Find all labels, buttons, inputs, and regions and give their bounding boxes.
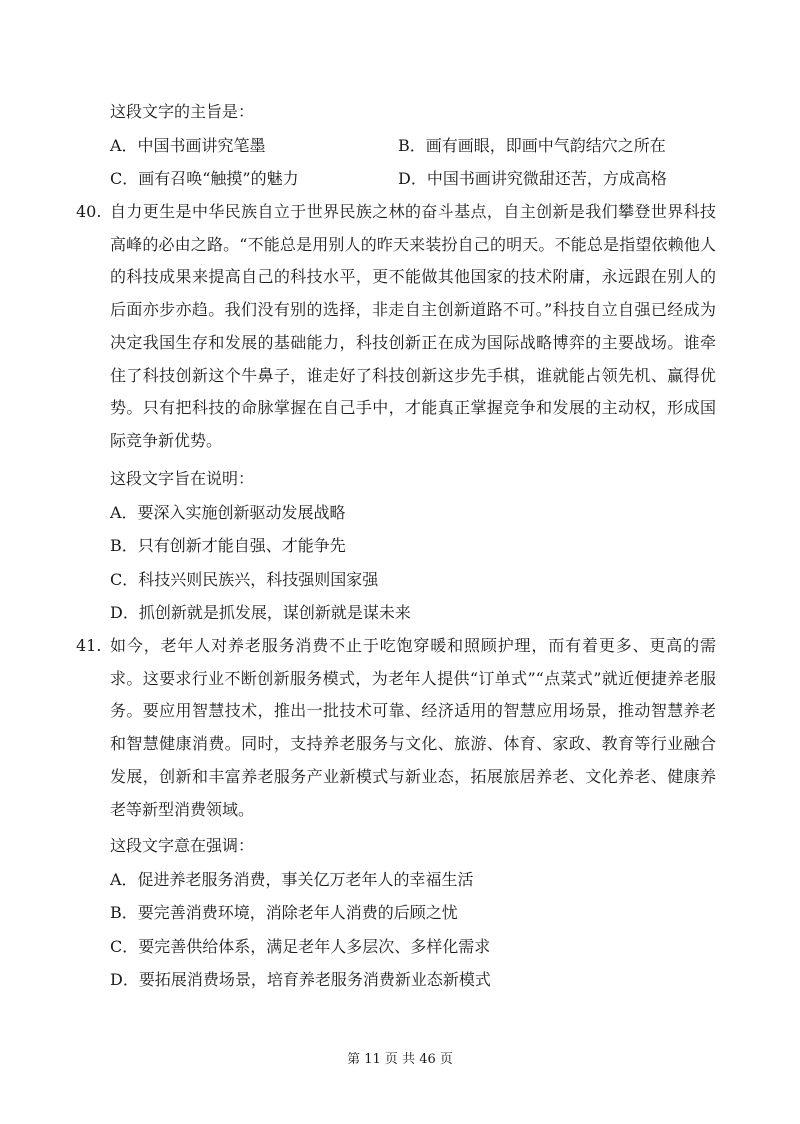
- q40-number: 40.: [76, 202, 102, 221]
- q39-option-b: B．画有画眼，即画中气韵结穴之所在: [398, 136, 666, 155]
- q40-option-c: C．科技兴则民族兴，科技强则国家强: [110, 570, 379, 589]
- q39-option-c: C．画有召唤“触摸”的魅力: [110, 169, 299, 188]
- q40-passage: 自力更生是中华民族自立于世界民族之林的奋斗基点，自主创新是我们攀登世界科技高峰的必由之路。“不能总是用别人的昨天来装扮自己的明天。不能总是指望依赖他人的科技成果来提高自己的科技水平，更不能做其他国家的技术附庸，永远跟在别人的后面亦步亦趋。我们没有别的选择，非走自主创新道路不可。”科技自立自强已经成为决定我国生存和发展的基础能力，科技创新正在成为国际战略博弈的主要战场。谁牵住了科技创新这个牛鼻子，谁走好了科技创新这步先手棋，谁就能占领先机、赢得优势。只有把科技的命脉掌握在自己手中，才能真正掌握竞争和发展的主动权，形成国际竞争新优势。: [110, 202, 716, 450]
- q41-prompt: 这段文字意在强调：: [110, 836, 255, 855]
- q39-option-d: D．中国书画讲究微甜还苦，方成高格: [398, 169, 667, 188]
- q40-option-a: A．要深入实施创新驱动发展战略: [110, 503, 346, 522]
- q41-option-b: B．要完善消费环境，消除老年人消费的后顾之忧: [110, 903, 458, 922]
- q39-option-a: A．中国书画讲究笔墨: [110, 136, 266, 155]
- q40-option-d: D．抓创新就是抓发展，谋创新就是谋未来: [110, 603, 411, 622]
- q41-option-c: C．要完善供给体系，满足老年人多层次、多样化需求: [110, 937, 491, 956]
- q41-passage: 如今，老年人对养老服务消费不止于吃饱穿暖和照顾护理，而有着更多、更高的需求。这要求行业不断创新服务模式，为老年人提供“订单式”“点菜式”就近便捷养老服务。要应用智慧技术，推出一批技术可靠、经济适用的智慧应用场景，推动智慧养老和智慧健康消费。同时，支持养老服务与文化、旅游、体育、家政、教育等行业融合发展，创新和丰富养老服务产业新模式与新业态，拓展旅居养老、文化养老、健康养老等新型消费领域。: [110, 636, 716, 819]
- q39-prompt: 这段文字的主旨是：: [110, 102, 255, 121]
- page-footer: 第 11 页 共 46 页: [347, 1052, 453, 1067]
- q41-number: 41.: [76, 636, 102, 655]
- q41-option-d: D．要拓展消费场景，培育养老服务消费新业态新模式: [110, 970, 491, 989]
- q41-option-a: A．促进养老服务消费，事关亿万老年人的幸福生活: [110, 870, 474, 889]
- q40-option-b: B．只有创新才能自强、才能争先: [110, 536, 346, 555]
- q40-prompt: 这段文字旨在说明：: [110, 469, 255, 488]
